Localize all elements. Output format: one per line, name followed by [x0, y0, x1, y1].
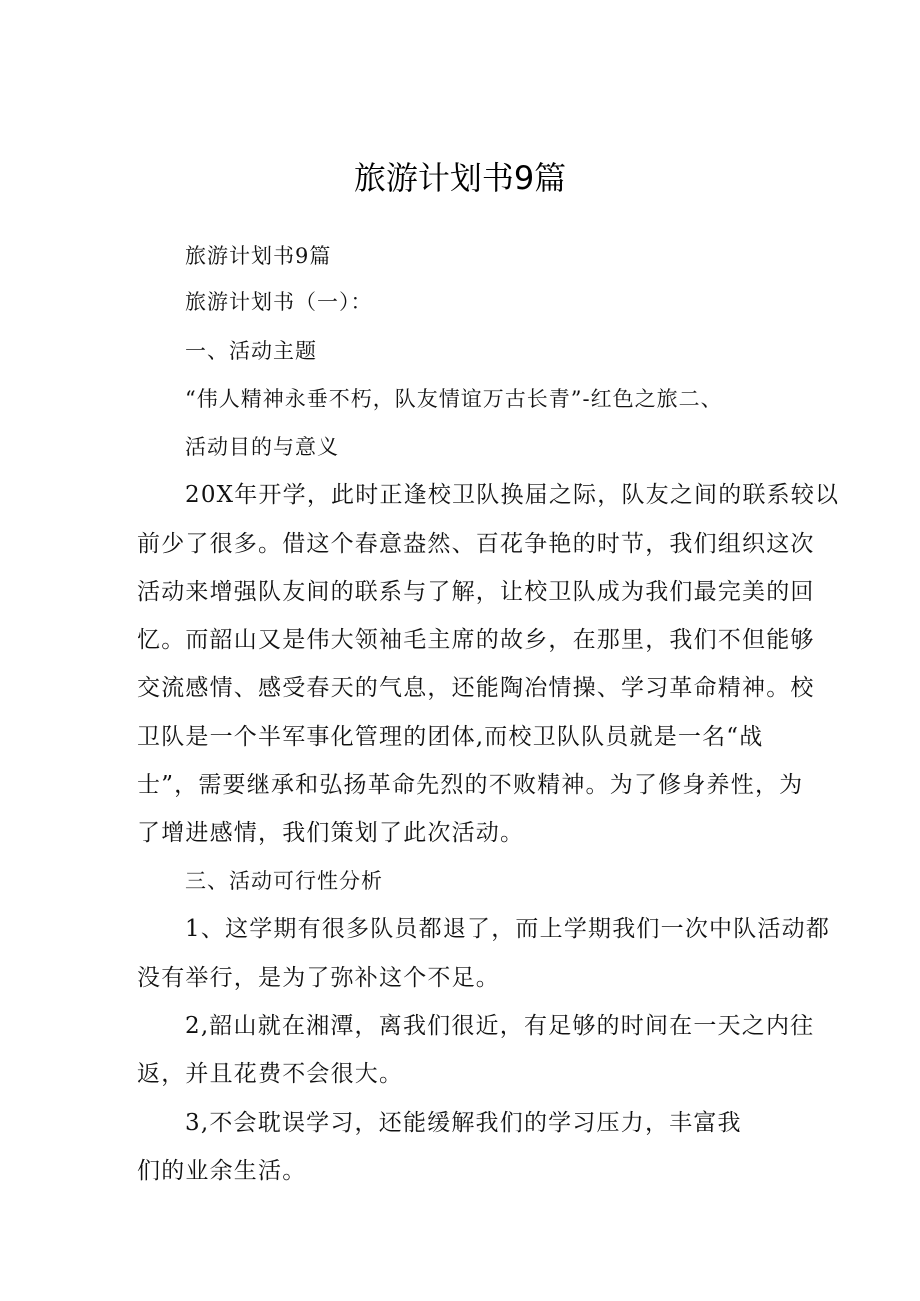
purpose-line: 20X年开学，此时正逢校卫队换届之际，队友之间的联系较以: [185, 482, 840, 508]
feasibility-item-3-line: 3,不会耽误学习，还能缓解我们的学习压力，丰富我: [185, 1110, 742, 1136]
feasibility-item-2-line: 2,韶山就在湘潭，离我们很近，有足够的时间在一天之内往: [185, 1013, 815, 1039]
heading-purpose: 活动目的与意义: [185, 435, 339, 459]
purpose-line: 忆。而韶山又是伟大领袖毛主席的故乡，在那里，我们不但能够: [137, 627, 815, 653]
page-title: 旅游计划书9篇: [353, 159, 567, 197]
document-subtitle: 旅游计划书9篇: [185, 244, 332, 268]
purpose-line: 活动来增强队友间的联系与了解，让校卫队成为我们最完美的回: [137, 579, 815, 605]
purpose-line: 士”，需要继承和弘扬革命先烈的不败精神。为了修身养性，为: [137, 772, 804, 798]
theme-line: “伟人精神永垂不朽，队友情谊万古长青”-红色之旅二、: [185, 387, 723, 411]
feasibility-item-1-line: 1、这学期有很多队员都退了，而上学期我们一次中队活动都: [185, 916, 831, 942]
heading-feasibility: 三、活动可行性分析: [185, 869, 383, 893]
feasibility-item-1-line: 没有举行，是为了弥补这个不足。: [137, 965, 500, 991]
section-one-heading: 旅游计划书（一）：: [185, 290, 373, 314]
purpose-line: 前少了很多。借这个春意盎然、百花争艳的时节，我们组织这次: [137, 531, 815, 557]
feasibility-item-2-line: 返，并且花费不会很大。: [137, 1061, 404, 1087]
purpose-line: 卫队是一个半军事化管理的团体,而校卫队队员就是一名“战: [137, 724, 764, 750]
feasibility-item-3-line: 们的业余生活。: [137, 1158, 307, 1184]
heading-theme: 一、活动主题: [185, 339, 317, 363]
purpose-line: 交流感情、感受春天的气息，还能陶冶情操、学习革命精神。校: [137, 675, 815, 701]
purpose-line: 了增进感情，我们策划了此次活动。: [137, 820, 525, 846]
